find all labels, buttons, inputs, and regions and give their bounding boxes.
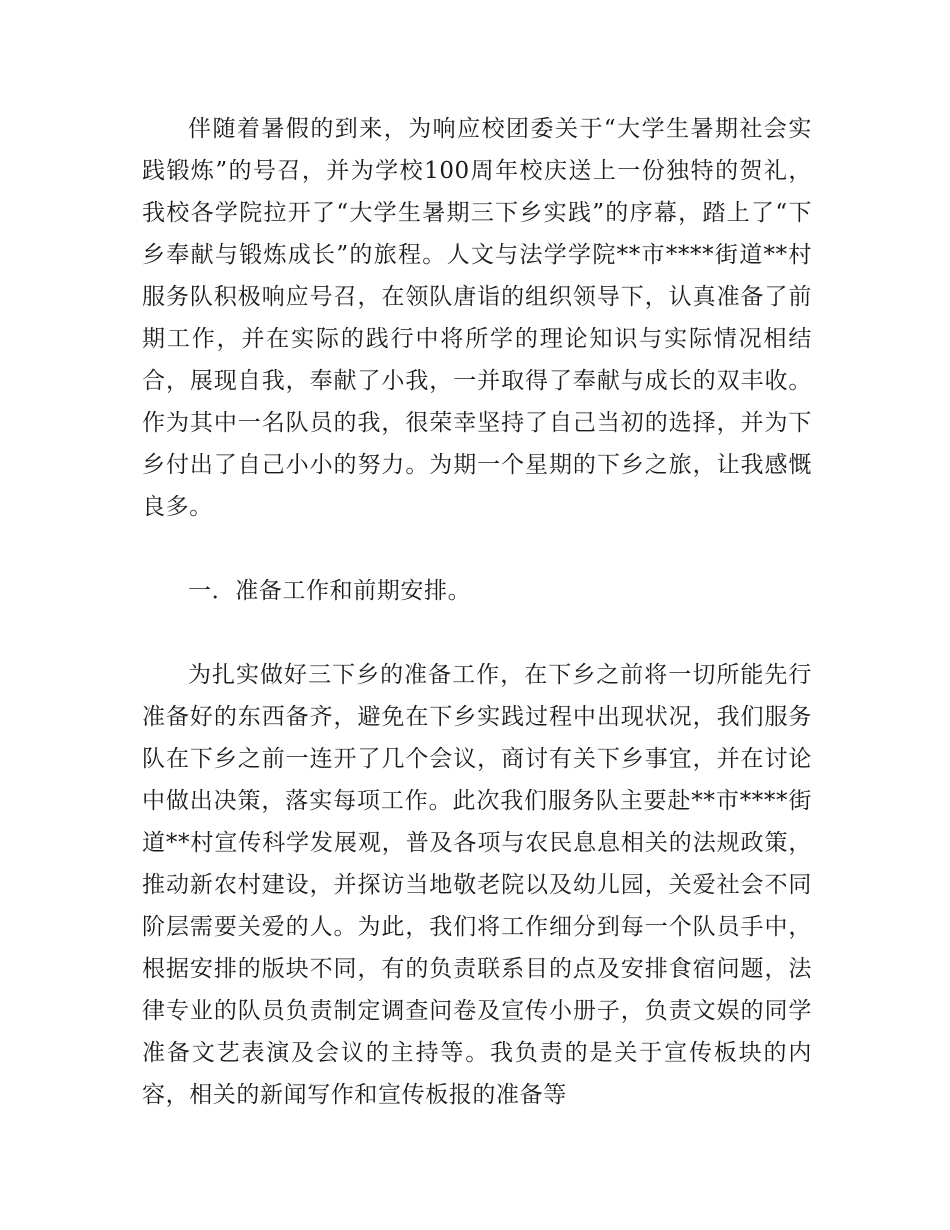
section-heading: 一．准备工作和前期安排。 [188,578,472,604]
preparation-paragraph: 为扎实做好三下乡的准备工作，在下乡之前将一切所能先行准备好的东西备齐，避免在下乡实践过程中出现状况，我们服务队在下乡之前一连开了几个会议，商讨有关下乡事宜，并在讨论中做出决策，落实每项工作。此次我们服务队主要赴**市****街道**村宣传科学发展观，普及各项与农民息息相关的法规政策，推动新农村建设，并探访当地敬老院以及幼儿园，关爱社会不同阶层需要关爱的人。为此，我们将工作细分到每一个队员手中，根据安排的版块不同，有的负责联系目的点及安排食宿问题，法律专业的队员负责制定调查问卷及宣传小册子，负责文娱的同学准备文艺表演及会议的主持等。我负责的是关于宣传板块的内容，相关的新闻写作和宣传板报的准备等 [142,662,812,1108]
document-body [142,108,812,1116]
intro-paragraph: 伴随着暑假的到来，为响应校团委关于“大学生暑期社会实践锻炼”的号召，并为学校100周年校庆送上一份独特的贺礼，我校各学院拉开了“大学生暑期三下乡实践”的序幕，踏上了“下乡奉献与锻炼成长”的旅程。人文与法学学院**市****街道**村服务队积极响应号召，在领队唐诣的组织领导下，认真准备了前期工作，并在实际的践行中将所学的理论知识与实际情况相结合，展现自我，奉献了小我，一并取得了奉献与成长的双丰收。作为其中一名队员的我，很荣幸坚持了自己当初的选择，并为下乡付出了自己小小的努力。为期一个星期的下乡之旅，让我感慨良多。 [142,116,812,520]
